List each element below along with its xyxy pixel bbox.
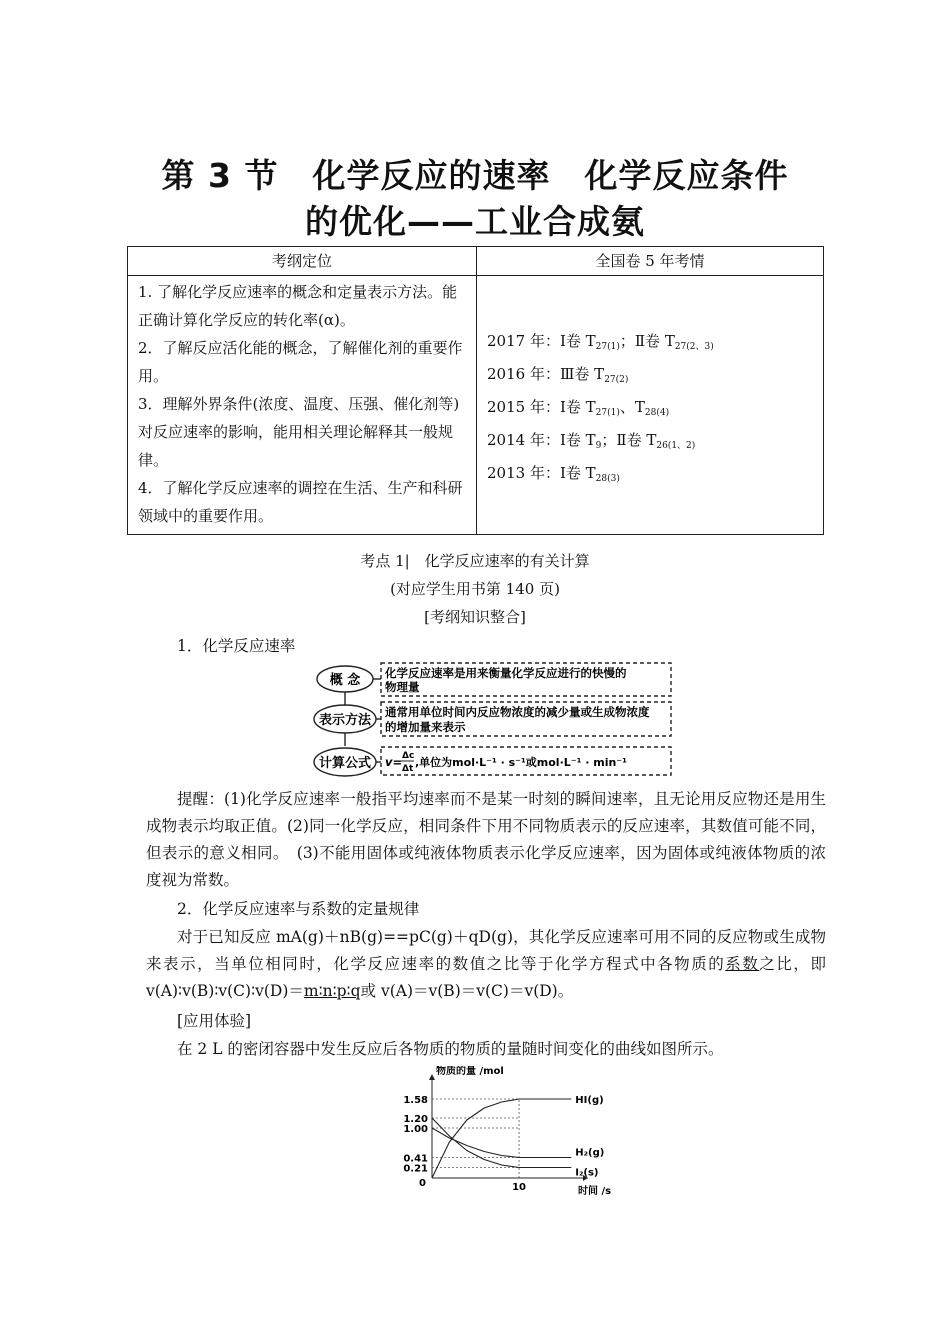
item2-paragraph: 对于已知反应 mA(g)＋nB(g)==pC(g)＋qD(g)，其化学反应速率可用不同的反应物或生成物来表示，当单位相同时，化学反应速率的数值之比等于化学方程式中各物质的系数之比，即 v(A)∶v(B)∶v(C)∶v(D)＝m∶n∶p∶q或 v(A)＝v(B)＝v(C)＝v(D)。 [146, 928, 826, 1000]
table-header-exam: 全国卷 5 年考情 [477, 247, 824, 276]
y-axis-arrow [429, 1074, 435, 1080]
box1-line2: 物理量 [385, 680, 420, 694]
series-label: HI(g) [575, 1095, 604, 1106]
exam-line: 2014 年：Ⅰ卷 $T_9$；Ⅱ卷 $T_{26(1、2)}$ [487, 431, 696, 451]
x-tick-label: 10 [512, 1182, 527, 1193]
formula-v: v= [385, 755, 403, 769]
syllabus-item: 3．理解外界条件(浓度、温度、压强、催化剂等)对反应速率的影响，能用相关理论解释其一般规律。 [138, 395, 460, 469]
formula-num: Δc [402, 751, 415, 761]
y-tick-label: 1.20 [403, 1114, 428, 1125]
x-axis-label: 时间 /s [578, 1186, 612, 1196]
syllabus-item: 1. 了解化学反应速率的概念和定量表示方法。能正确计算化学反应的转化率(α)。 [138, 283, 458, 329]
syllabus-table [127, 246, 824, 535]
series-line [432, 1128, 571, 1158]
y-axis-label: 物质的量 /mol [436, 1066, 504, 1077]
node-formula: 计算公式 [318, 756, 372, 771]
exam-line: 2013 年：Ⅰ卷 $T_{28(3)}$ [487, 464, 620, 484]
node-expression: 表示方法 [318, 713, 372, 728]
x-tick-label: 0 [419, 1178, 426, 1189]
table-header-syllabus: 考纲定位 [128, 247, 477, 276]
y-tick-label: 1.00 [403, 1124, 428, 1135]
exam-history [477, 276, 824, 535]
concept-diagram [305, 660, 680, 780]
box2-line1: 通常用单位时间内反应物浓度的减少量或生成物浓度 [385, 705, 650, 719]
y-tick-label: 0.21 [403, 1163, 428, 1175]
series-label: H₂(g) [575, 1147, 605, 1159]
section-ref: (对应学生用书第 140 页) [390, 580, 560, 598]
syllabus-items [128, 276, 477, 535]
item2-heading: 2．化学反应速率与系数的定量规律 [177, 900, 420, 918]
syllabus-item: 4．了解化学反应速率的调控在生活、生产和科研领域中的重要作用。 [138, 479, 463, 525]
practice-tag: [应用体验] [177, 1012, 252, 1030]
section-heading: 考点 1| 化学反应速率的有关计算 [360, 552, 590, 570]
section-tag: [考纲知识整合] [424, 608, 526, 626]
exam-line: 2017 年：Ⅰ卷 $T_{27(1)}$；Ⅱ卷 $T_{27(2、3)}$ [487, 332, 714, 352]
tip-paragraph: 提醒：(1)化学反应速率一般指平均速率而不是某一时刻的瞬间速率，且无论用反应物还是用生成物表示均取正值。(2)同一化学反应，相同条件下用不同物质表示的反应速率，其数值可能不同，但表示的意义相同。 (3)不能用固体或纯液体物质表示化学反应速率，因为固体或纯液体物质的浓度视为常数。 [146, 790, 826, 889]
page-title-line1: 第 3 节 化学反应的速率 化学反应条件 [161, 156, 789, 195]
practice-text: 在 2 L 的密闭容器中发生反应后各物质的物质的量随时间变化的曲线如图所示。 [177, 1040, 724, 1058]
amount-time-chart [390, 1066, 620, 1196]
formula-den: Δt [402, 764, 414, 774]
series-label: I₂(s) [575, 1167, 599, 1179]
series-line [432, 1118, 571, 1168]
box2-line2: 的增加量来表示 [385, 720, 466, 734]
y-tick-label: 0.41 [403, 1153, 428, 1165]
node-concept: 概 念 [329, 673, 361, 688]
box1-line1: 化学反应速率是用来衡量化学反应进行的快慢的 [385, 666, 627, 680]
exam-line: 2016 年：Ⅲ卷 $T_{27(2)}$ [487, 365, 629, 385]
exam-line: 2015 年：Ⅰ卷 $T_{27(1)}$、$T_{28(4)}$ [487, 398, 670, 418]
syllabus-item: 2．了解反应活化能的概念，了解催化剂的重要作用。 [138, 339, 463, 385]
item1-heading: 1．化学反应速率 [177, 637, 296, 655]
formula-unit: ,单位为mol·L⁻¹ · s⁻¹或mol·L⁻¹ · min⁻¹ [415, 756, 627, 769]
y-tick-label: 1.58 [403, 1095, 428, 1106]
page-title-line2: 的优化——工业合成氨 [305, 202, 645, 241]
